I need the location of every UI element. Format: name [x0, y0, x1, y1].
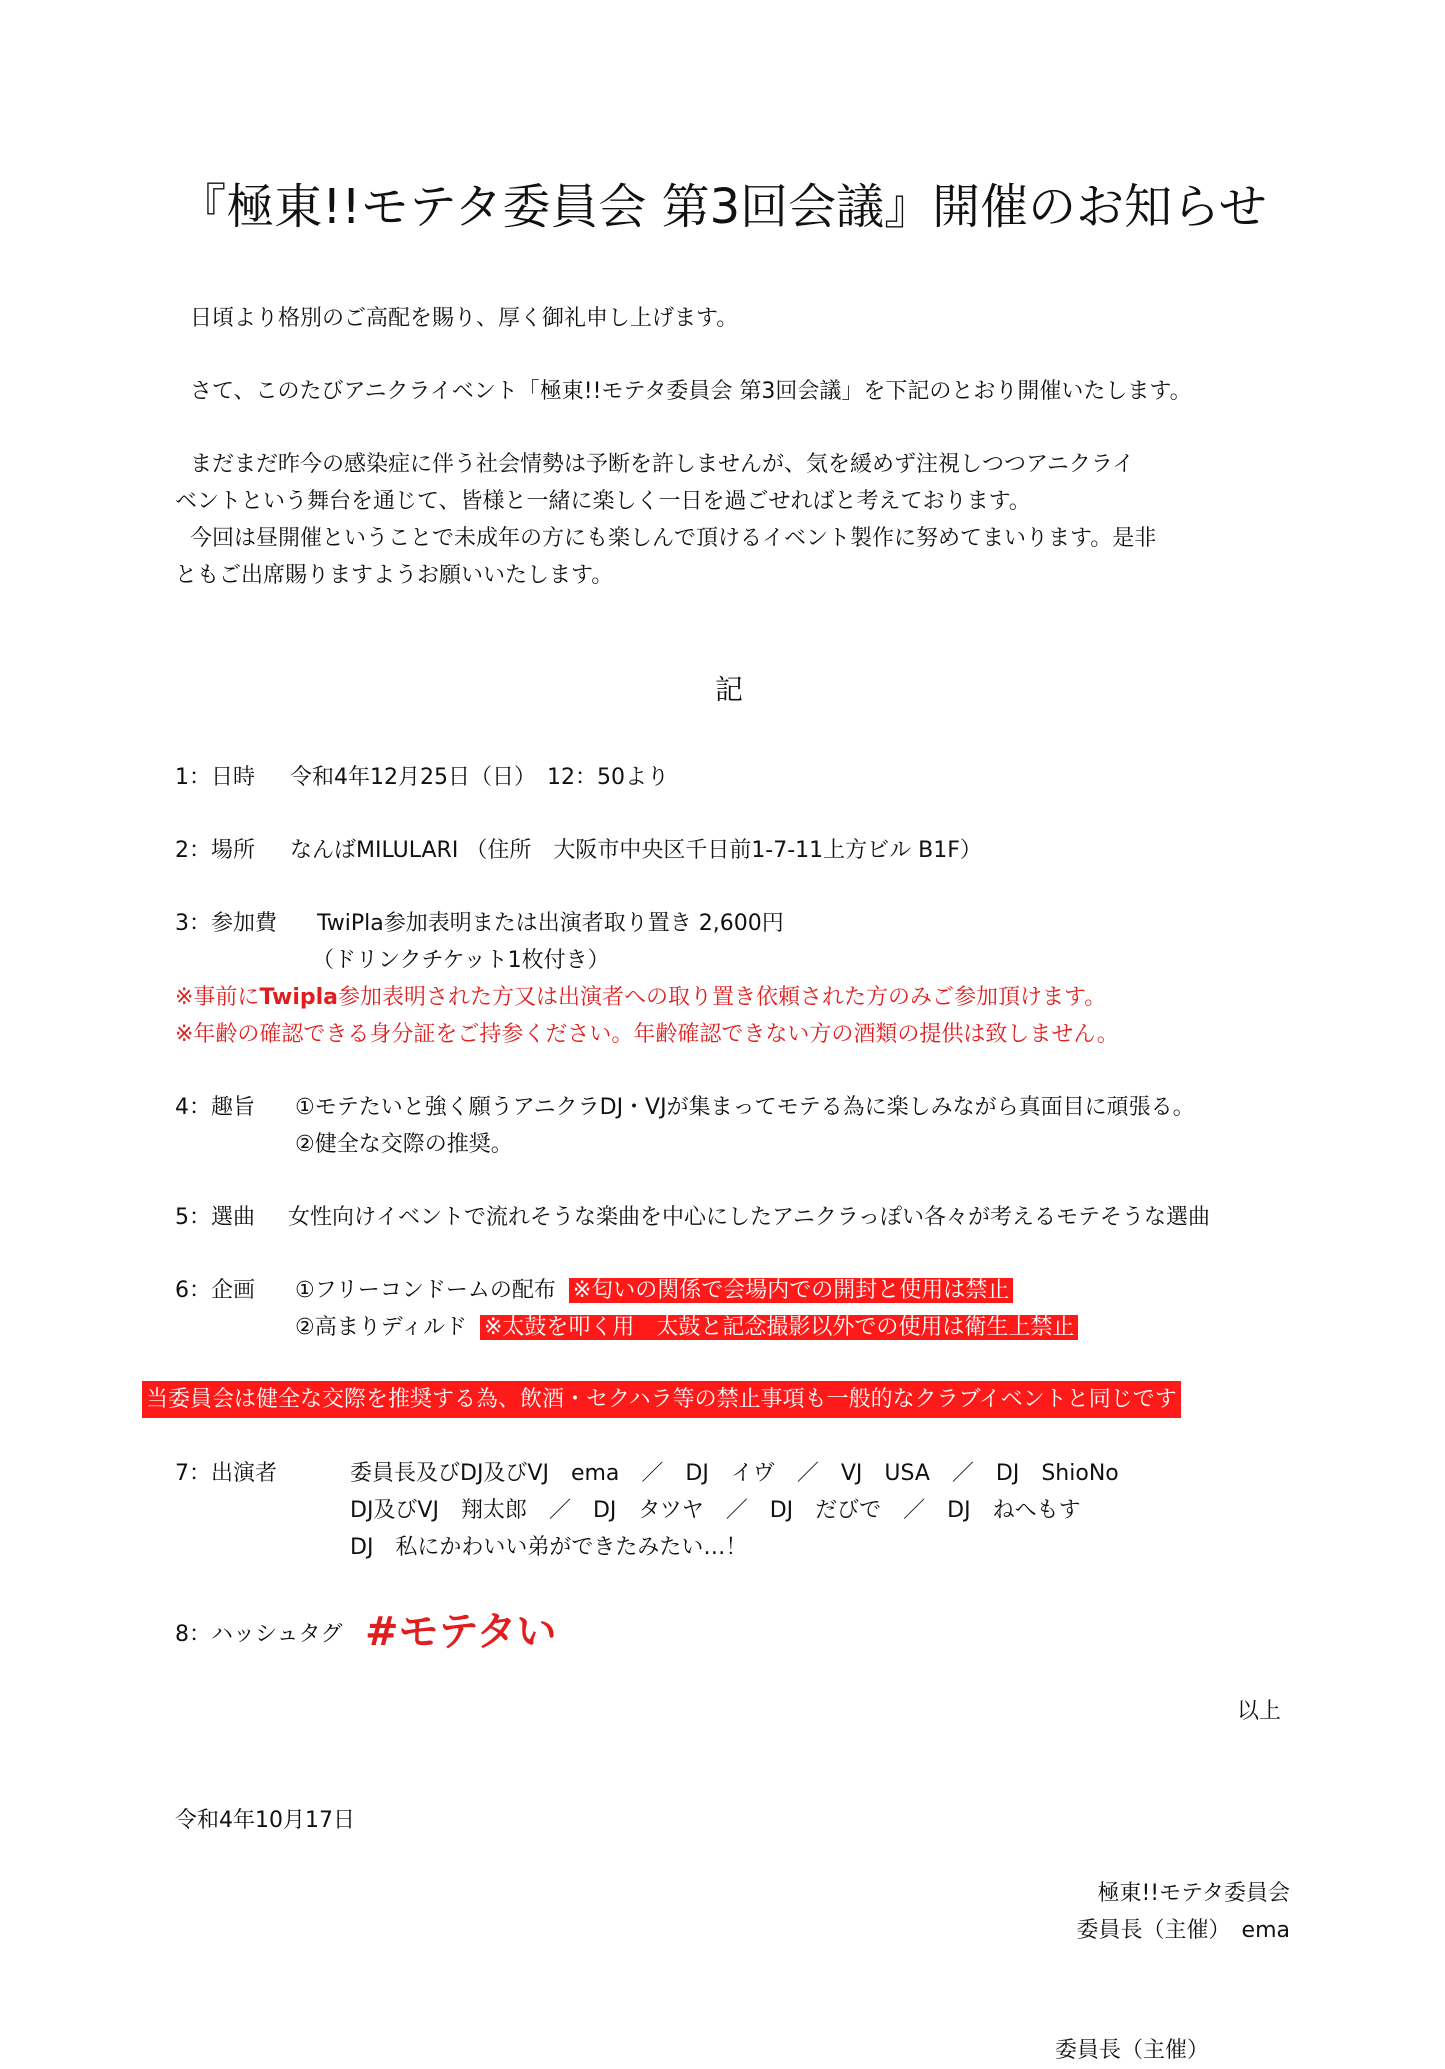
intro-greeting: 日頃より格別のご高配を賜り、厚く御礼申し上げます。	[190, 306, 739, 331]
fee-note-reservation	[175, 979, 1106, 1016]
performers-line3: DJ 私にかわいい弟ができたみたい…！	[350, 1535, 748, 1560]
purpose-label: 4：趣旨	[175, 1095, 255, 1120]
ki-heading: 記	[715, 673, 744, 706]
fee-value: TwiPla参加表明または出演者取り置き 2,600円	[317, 911, 784, 936]
page-title: 『極東!!モテタ委員会 第3回会議』開催のお知らせ	[178, 179, 1267, 235]
plan-item2-text: ②高まりディルド	[295, 1315, 467, 1340]
fee-note1-pre: ※事前に	[175, 985, 260, 1010]
plan-item2-warning: ※太鼓を叩く用 太鼓と記念撮影以外での使用は衛生上禁止	[480, 1315, 1078, 1340]
intro-situation-line1: まだまだ昨今の感染症に伴う社会情勢は予断を許しませんが、気を緩めず注視しつつアニクライ	[190, 452, 1135, 477]
fee-note1-post: 参加表明された方又は出演者への取り置き依頼された方のみご参加頂けます。	[338, 985, 1107, 1010]
signature-chair: 委員長（主催） ema	[1076, 1918, 1290, 1943]
datetime-value: 令和4年12月25日（日） 12：50より	[290, 765, 669, 790]
plan-item1-warning: ※匂いの関係で会場内での開封と使用は禁止	[569, 1278, 1013, 1303]
performers-label: 7：出演者	[175, 1461, 277, 1486]
fee-drink: （ドリンクチケット1枚付き）	[312, 948, 610, 973]
performers-line2: DJ及びVJ 翔太郎 ／ DJ タツヤ ／ DJ だびで ／ DJ ねへもす	[350, 1498, 1081, 1523]
fee-note-id: ※年齢の確認できる身分証をご持参ください。年齢確認できない方の酒類の提供は致しません。	[175, 1022, 1119, 1047]
intro-situation-line2: ベントという舞台を通じて、皆様と一緒に楽しく一日を過ごせればと考えております。	[175, 489, 1031, 514]
plan-item2	[295, 1309, 1078, 1346]
plan-item1-text: ①フリーコンドームの配布	[295, 1278, 556, 1303]
venue-value: なんばMILULARI （住所 大阪市中央区千日前1-7-11上方ビル B1F）	[290, 838, 982, 863]
conduct-notice-banner: 当委員会は健全な交際を推奨する為、飲酒・セクハラ等の禁止事項も一般的なクラブイベントと同じです	[142, 1381, 1181, 1418]
fee-label: 3：参加費	[175, 911, 277, 936]
fee-note1-twipla: Twipla	[259, 985, 339, 1010]
hashtag-value: #モテタい	[365, 1609, 557, 1655]
closing-ijou: 以上	[1237, 1699, 1282, 1724]
purpose-line1: ①モテたいと強く願うアニクラDJ・VJが集まってモテる為に楽しみながら真面目に頑張る。	[295, 1095, 1195, 1120]
music-label: 5：選曲	[175, 1205, 255, 1230]
intro-announcement: さて、このたびアニクライベント「極東!!モテタ委員会 第3回会議」を下記のとおり開催いたします。	[190, 379, 1192, 404]
intro-daytime-line2: ともご出席賜りますようお願いいたします。	[175, 563, 614, 588]
music-value: 女性向けイベントで流れそうな楽曲を中心にしたアニクラっぽい各々が考えるモテそうな選曲	[288, 1205, 1211, 1230]
intro-daytime-line1: 今回は昼開催ということで未成年の方にも楽しんで頂けるイベント製作に努めてまいります。是非	[190, 526, 1157, 551]
datetime-label: 1：日時	[175, 765, 255, 790]
signature-cutoff: 委員長（主催）	[1055, 2038, 1210, 2063]
venue-label: 2：場所	[175, 838, 255, 863]
hashtag-label: 8：ハッシュタグ	[175, 1622, 343, 1647]
signature-org: 極東!!モテタ委員会	[1097, 1881, 1290, 1906]
plan-label: 6：企画	[175, 1278, 255, 1303]
plan-item1	[295, 1272, 1013, 1309]
performers-line1: 委員長及びDJ及びVJ ema ／ DJ イヴ ／ VJ USA ／ DJ ShioNo	[350, 1461, 1119, 1486]
purpose-line2: ②健全な交際の推奨。	[295, 1132, 513, 1157]
document-date: 令和4年10月17日	[175, 1808, 355, 1833]
